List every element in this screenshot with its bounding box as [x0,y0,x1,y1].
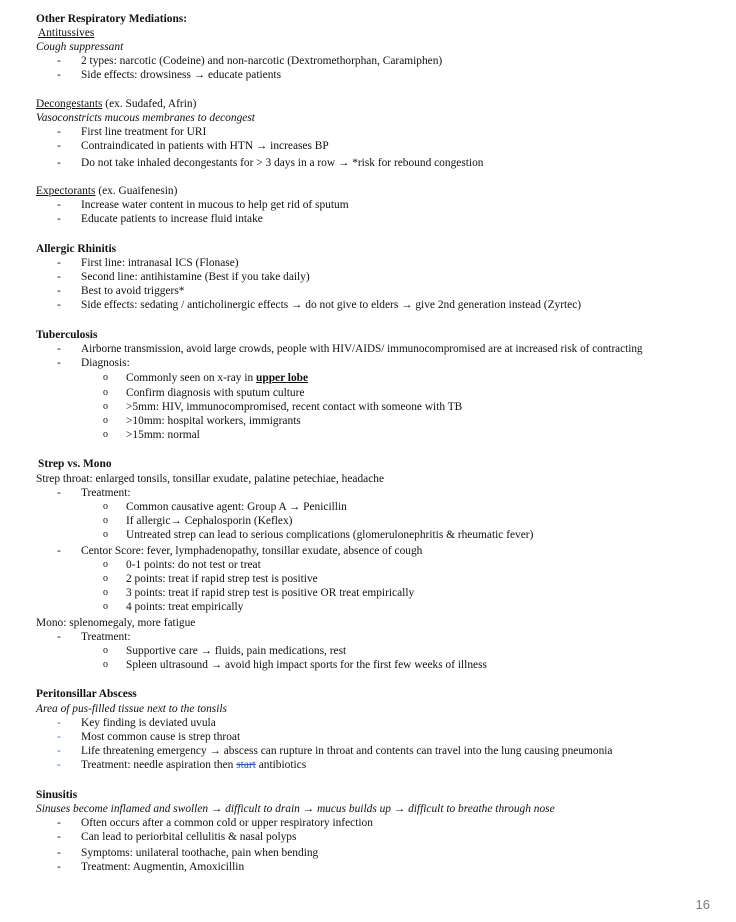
bullet-dash: - [57,831,61,843]
decongestants-examples: (ex. Sudafed, Afrin) [102,98,197,110]
bullet-circle: o [103,372,108,383]
list-item: First line treatment for URI [81,126,207,138]
bullet-dash: - [57,69,61,81]
list-item: Side effects: drowsiness → educate patients [81,69,282,81]
page-number: 16 [695,897,710,912]
list-item: Often occurs after a common cold or upper respiratory infection [81,817,373,829]
antitussives-subtitle: Cough suppressant [36,41,124,53]
bullet-dash: - [57,299,61,311]
bullet-dash: - [57,357,61,369]
sub-list-item: >5mm: HIV, immunocompromised, recent contact with someone with TB [126,401,463,413]
list-item: Contraindicated in patients with HTN → increases BP [81,140,329,152]
bullet-dash: - [57,545,61,557]
list-item: Airborne transmission, avoid large crowds, people with HIV/AIDS/ immunocompromised are at increased risk of contracting [81,343,643,355]
tuberculosis-heading: Tuberculosis [36,329,98,341]
sub-list-item: Spleen ultrasound → avoid high impact sports for the first few weeks of illness [126,659,487,671]
bullet-dash: - [57,126,61,138]
strep-description: Strep throat: enlarged tonsils, tonsillar exudate, palatine petechiae, headache [36,473,385,485]
bullet-dash: - [57,140,61,152]
bullet-dash: - [57,285,61,297]
bullet-circle: o [103,429,108,440]
list-item: Diagnosis: [81,357,130,369]
list-item: Do not take inhaled decongestants for > 3 days in a row → *risk for rebound congestion [81,157,484,169]
sub-list-item: >10mm: hospital workers, immigrants [126,415,301,427]
sub-list-item: If allergic→ Cephalosporin (Keflex) [126,515,293,527]
sub-list-item: Untreated strep can lead to serious complications (glomerulonephritis & rheumatic fever) [126,529,534,541]
bullet-dash: - [57,717,61,729]
sub-list-item: 0-1 points: do not test or treat [126,559,261,571]
decongestants-heading: Decongestants [36,98,103,110]
sub-list-item: Supportive care → fluids, pain medications, rest [126,645,347,657]
bullet-dash: - [57,731,61,743]
bullet-dash: - [57,257,61,269]
bullet-dash: - [57,213,61,225]
bullet-circle: o [103,587,108,598]
bullet-dash: - [57,817,61,829]
sub-list-item: 3 points: treat if rapid strep test is positive OR treat empirically [126,587,415,599]
list-item: First line: intranasal ICS (Flonase) [81,257,239,269]
bullet-circle: o [103,645,108,656]
bullet-dash: - [57,631,61,643]
struck-text: start [236,759,256,771]
bullet-dash: - [57,861,61,873]
list-text: Treatment: needle aspiration then [81,759,237,771]
expectorants-examples: (ex. Guaifenesin) [95,185,178,197]
list-item: Second line: antihistamine (Best if you take daily) [81,271,310,283]
list-item: Can lead to periorbital cellulitis & nasal polyps [81,831,297,843]
expectorants-heading: Expectorants [36,185,96,197]
emphasis-text: upper lobe [256,372,309,384]
list-item: Increase water content in mucous to help get rid of sputum [81,199,349,211]
bullet-dash: - [57,271,61,283]
list-item: Educate patients to increase fluid intake [81,213,263,225]
list-item: Best to avoid triggers* [81,285,185,297]
list-item: Symptoms: unilateral toothache, pain when bending [81,847,319,859]
peritonsillar-heading: Peritonsillar Abscess [36,688,137,700]
sub-list-item: 2 points: treat if rapid strep test is positive [126,573,318,585]
peritonsillar-subtitle: Area of pus-filled tissue next to the tonsils [36,703,227,715]
bullet-circle: o [103,559,108,570]
antitussives-heading: Antitussives [38,27,95,39]
bullet-circle: o [103,573,108,584]
bullet-circle: o [103,387,108,398]
list-item: Most common cause is strep throat [81,731,241,743]
bullet-circle: o [103,529,108,540]
sub-list-item: >15mm: normal [126,429,200,441]
allergic-rhinitis-heading: Allergic Rhinitis [36,243,117,255]
bullet-dash: - [57,55,61,67]
list-text: antibiotics [255,759,307,771]
bullet-dash: - [57,745,61,757]
bullet-dash: - [57,759,61,771]
sub-list-item [126,371,308,385]
list-item [81,758,306,772]
bullet-circle: o [103,601,108,612]
bullet-circle: o [103,659,108,670]
list-item: Centor Score: fever, lymphadenopathy, tonsillar exudate, absence of cough [81,545,423,557]
sub-list-item: Common causative agent: Group A → Penicillin [126,501,347,513]
bullet-dash: - [57,199,61,211]
sub-list-text: Commonly seen on x-ray in [126,372,257,384]
mono-description: Mono: splenomegaly, more fatigue [36,617,196,629]
decongestants-heading-line [36,97,196,111]
bullet-circle: o [103,415,108,426]
bullet-circle: o [103,515,108,526]
bullet-circle: o [103,501,108,512]
list-item: Treatment: [81,487,131,499]
bullet-dash: - [57,847,61,859]
bullet-circle: o [103,401,108,412]
sinusitis-subtitle: Sinuses become inflamed and swollen → difficult to drain → mucus builds up → difficult to breathe through nose [36,803,555,815]
list-item: Life threatening emergency → abscess can rupture in throat and contents can travel into the lung causing pneumonia [81,745,613,757]
bullet-dash: - [57,157,61,169]
list-item: Side effects: sedating / anticholinergic effects → do not give to elders → give 2nd generation instead (Zyrtec) [81,299,582,311]
decongestants-subtitle: Vasoconstricts mucous membranes to decongest [36,112,255,124]
sub-list-item: Confirm diagnosis with sputum culture [126,387,305,399]
expectorants-heading-line [36,184,177,198]
bullet-dash: - [57,487,61,499]
list-item: Treatment: [81,631,131,643]
list-item: Key finding is deviated uvula [81,717,216,729]
sub-list-item: 4 points: treat empirically [126,601,244,613]
section-title: Other Respiratory Mediations: [36,13,188,25]
sinusitis-heading: Sinusitis [36,789,78,801]
bullet-dash: - [57,343,61,355]
list-item: 2 types: narcotic (Codeine) and non-narcotic (Dextromethorphan, Caramiphen) [81,55,443,67]
strep-mono-heading: Strep vs. Mono [38,458,112,470]
list-item: Treatment: Augmentin, Amoxicillin [81,861,245,873]
